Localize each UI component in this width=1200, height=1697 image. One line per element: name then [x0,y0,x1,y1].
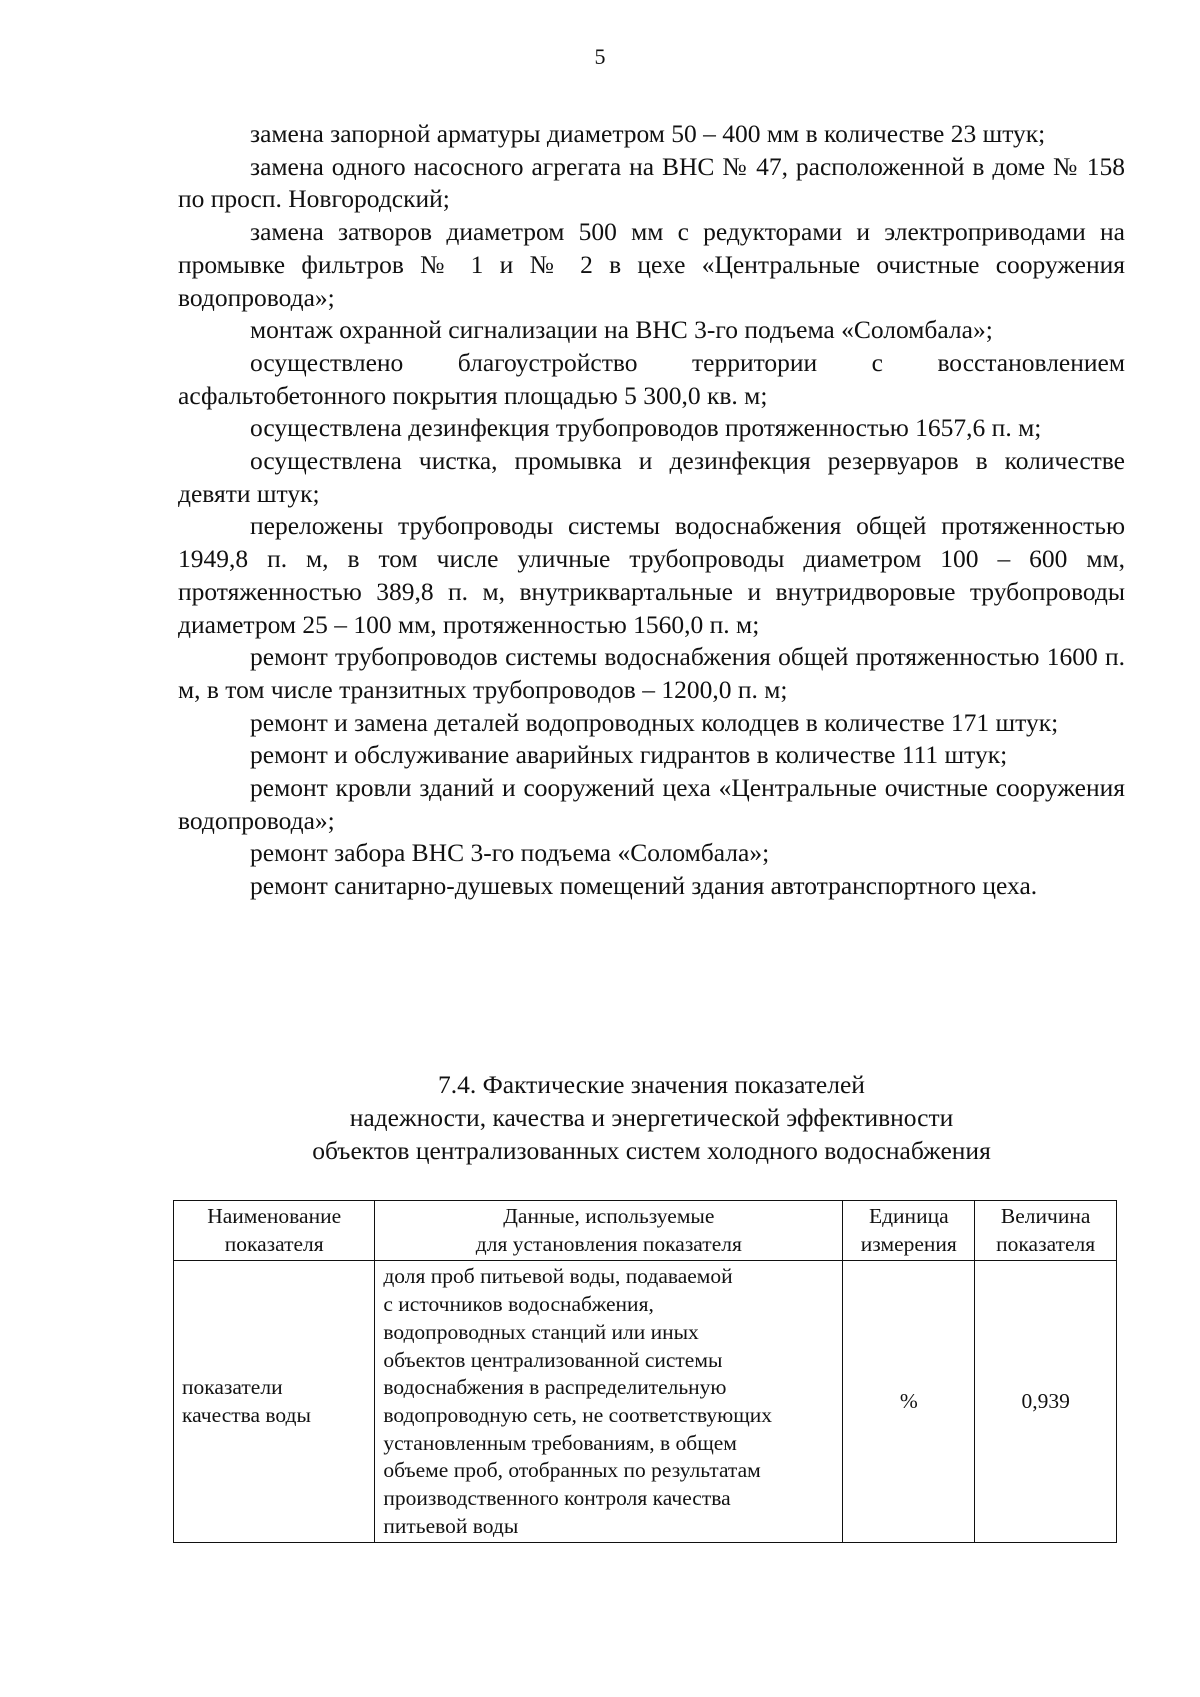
paragraph: монтаж охранной сигнализации на ВНС 3-го подъема «Соломбала»; [250,315,993,345]
header-text: показателя [224,1231,324,1256]
paragraph: замена запорной арматуры диаметром 50 – 400 мм в количестве 23 штук; [250,119,1046,148]
cell-text: с источников водоснабжения, [383,1292,654,1317]
cell-indicator-name [174,1261,375,1543]
paragraph: замена затворов диаметром 500 мм с редукторами и электроприводами на промывке фильтров № 1 и № 2 в цехе «Центральные очистные сооружения водопровода»; [178,217,1125,312]
section-title [178,1068,1125,1167]
header-text: показателя [996,1231,1096,1256]
cell-text: производственного контроля качества [383,1486,731,1511]
table-header-row [174,1201,1117,1261]
cell-value: 0,939 [975,1261,1117,1543]
header-indicator-name [174,1201,375,1261]
paragraph: ремонт и обслуживание аварийных гидрантов в количестве 111 штук; [250,740,1008,770]
paragraph: ремонт кровли зданий и сооружений цеха «Центральные очистные сооружения водопровода»; [178,773,1125,835]
section-title-line: надежности, качества и энергетической эффективности [349,1103,954,1132]
cell-text: качества воды [182,1402,311,1427]
cell-text: объеме проб, отобранных по результатам [383,1458,761,1483]
paragraph: ремонт трубопроводов системы водоснабжения общей протяженностью 1600 п. м, в том числе транзитных трубопроводов – 1200,0 п. м; [178,642,1125,704]
cell-text: водопроводную сеть, не соответствующих [383,1402,773,1427]
header-text: для установления показателя [475,1231,742,1256]
header-value [975,1201,1117,1261]
cell-text: питьевой воды [383,1513,519,1538]
section-title-line: объектов централизованных систем холодного водоснабжения [312,1136,991,1165]
cell-text: водоснабжения в распределительную [383,1375,727,1400]
cell-text: объектов централизованной системы [383,1347,723,1372]
header-text: Единица [868,1204,949,1228]
paragraph: осуществлена дезинфекция трубопроводов протяженностью 1657,6 п. м; [250,413,1042,443]
cell-unit: % [843,1261,975,1543]
paragraph: ремонт санитарно-душевых помещений здания автотранспортного цеха. [250,871,1038,901]
cell-text: водопроводных станций или иных [383,1319,699,1344]
indicators-table [173,1200,1117,1543]
paragraph: переложены трубопроводы системы водоснабжения общей протяженностью 1949,8 п. м, в том числе уличные трубопроводы диаметром 100 – 600 мм, протяженностью 389,8 п. м, внутриквартальные и внутридворовые трубопроводы диаметром 25 – 100 мм, протяженностью 1560,0 п. м; [178,511,1125,639]
header-text: Данные, используемые [503,1204,715,1228]
paragraph: замена одного насосного агрегата на ВНС № 47, расположенной в доме № 158 по просп. Новгородский; [178,151,1125,214]
body-text [178,118,1125,903]
header-unit [843,1201,975,1261]
section-title-line: 7.4. Фактические значения показателей [438,1070,865,1099]
cell-text: доля проб питьевой воды, подаваемой [383,1264,733,1289]
paragraph: ремонт забора ВНС 3-го подъема «Соломбала»; [250,838,770,868]
header-text: Наименование [207,1204,342,1228]
cell-text: показатели [182,1375,283,1400]
page-number: 5 [594,44,606,69]
cell-text: установленным требованиям, в общем [383,1430,737,1455]
paragraph: осуществлено благоустройство территории с восстановлением асфальтобетонного покрытия площадью 5 300,0 кв. м; [178,347,1125,410]
header-source-data [375,1201,843,1261]
header-text: Величина [1000,1204,1091,1228]
table-row [174,1261,1117,1543]
paragraph: осуществлена чистка, промывка и дезинфекция резервуаров в количестве девяти штук; [178,446,1125,508]
header-text: измерения [860,1231,957,1256]
paragraph: ремонт и замена деталей водопроводных колодцев в количестве 171 штук; [250,707,1059,737]
cell-source-data [375,1261,843,1543]
